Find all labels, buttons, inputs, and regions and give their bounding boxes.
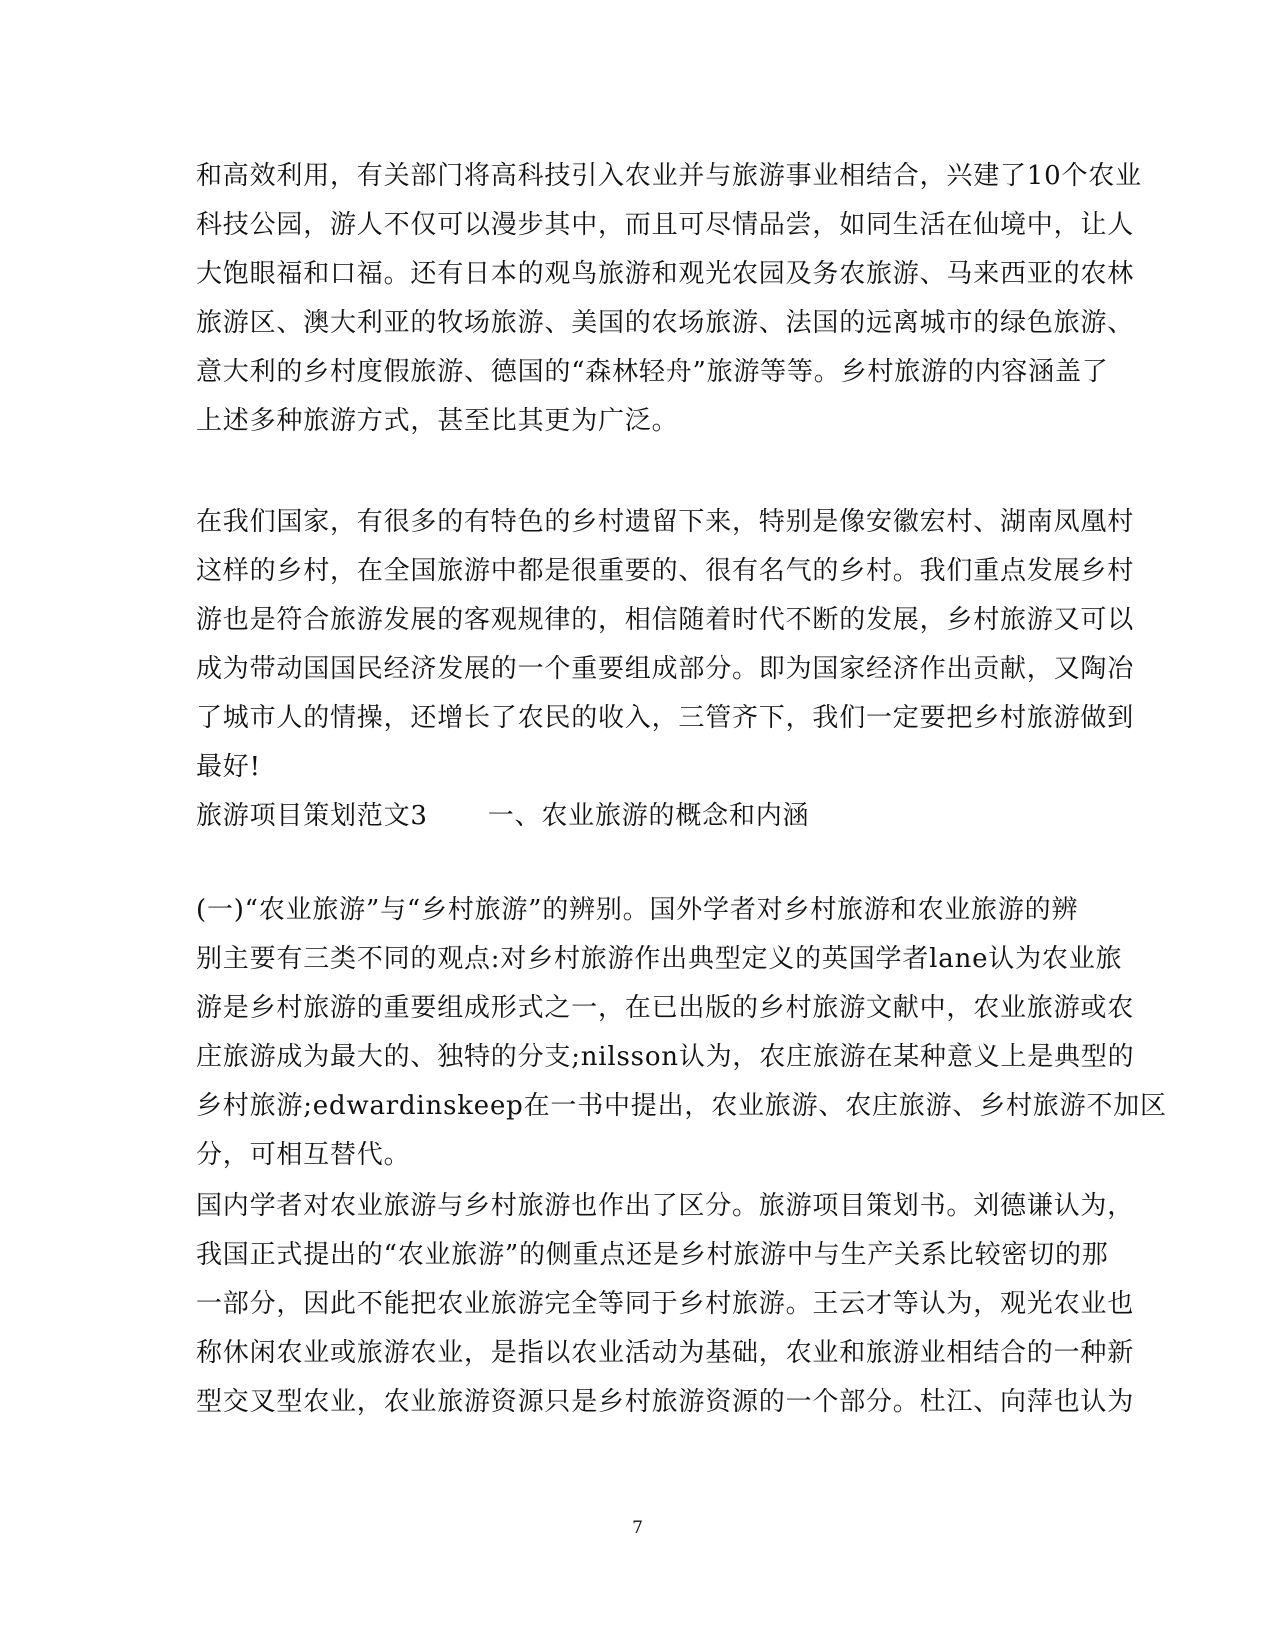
text-line: 乡村旅游;edwardinskeep在一书中提出，农业旅游、农庄旅游、乡村旅游不加区 bbox=[196, 1091, 1167, 1121]
text-line: 庄旅游成为最大的、独特的分支;nilsson认为，农庄旅游在某种意义上是典型的 bbox=[196, 1042, 1135, 1072]
text-line: 和高效利用，有关部门将高科技引入农业并与旅游事业相结合，兴建了10个农业 bbox=[196, 161, 1142, 191]
text-line: 上述多种旅游方式，甚至比其更为广泛。 bbox=[196, 406, 679, 436]
text-line: 这样的乡村，在全国旅游中都是很重要的、很有名气的乡村。我们重点发展乡村 bbox=[196, 556, 1135, 586]
section-heading bbox=[196, 792, 1076, 841]
paragraph-definitions-domestic bbox=[196, 1182, 1135, 1427]
text-line: 国内学者对农业旅游与乡村旅游也作出了区分。旅游项目策划书。刘德谦认为， bbox=[196, 1191, 1135, 1221]
text-line: 了城市人的情操，还增长了农民的收入，三管齐下，我们一定要把乡村旅游做到 bbox=[196, 703, 1135, 733]
heading-title: 旅游项目策划范文3 bbox=[196, 801, 428, 831]
heading-subtitle: 一、农业旅游的概念和内涵 bbox=[487, 801, 810, 831]
page-number: 7 bbox=[632, 1518, 643, 1538]
text-line: 在我们国家，有很多的有特色的乡村遗留下来，特别是像安徽宏村、湖南凤凰村 bbox=[196, 507, 1135, 537]
text-line: 分，可相互替代。 bbox=[196, 1140, 411, 1170]
text-line: 意大利的乡村度假旅游、德国的“森林轻舟”旅游等等。乡村旅游的内容涵盖了 bbox=[196, 357, 1109, 387]
paragraph-agri-tech-parks bbox=[196, 152, 1142, 446]
text-line: 成为带动国国民经济发展的一个重要组成部分。即为国家经济作出贡献，又陶冶 bbox=[196, 654, 1135, 684]
text-line: 游也是符合旅游发展的客观规律的，相信随着时代不断的发展，乡村旅游又可以 bbox=[196, 605, 1135, 635]
paragraph-definitions-abroad bbox=[196, 886, 1167, 1180]
text-line: 科技公园，游人不仅可以漫步其中，而且可尽情品尝，如同生活在仙境中，让人 bbox=[196, 210, 1135, 240]
paragraph-domestic-villages bbox=[196, 498, 1135, 841]
text-line: 最好! bbox=[196, 752, 261, 782]
text-line: 称休闲农业或旅游农业，是指以农业活动为基础，农业和旅游业相结合的一种新 bbox=[196, 1338, 1135, 1368]
text-line: 大饱眼福和口福。还有日本的观鸟旅游和观光农园及务农旅游、马来西亚的农林 bbox=[196, 259, 1135, 289]
text-line: (一)“农业旅游”与“乡村旅游”的辨别。国外学者对乡村旅游和农业旅游的辨 bbox=[196, 895, 1079, 925]
text-line: 旅游区、澳大利亚的牧场旅游、美国的农场旅游、法国的远离城市的绿色旅游、 bbox=[196, 308, 1135, 338]
text-line: 一部分，因此不能把农业旅游完全等同于乡村旅游。王云才等认为，观光农业也 bbox=[196, 1289, 1135, 1319]
text-line: 游是乡村旅游的重要组成形式之一，在已出版的乡村旅游文献中，农业旅游或农 bbox=[196, 993, 1135, 1023]
text-line: 别主要有三类不同的观点:对乡村旅游作出典型定义的英国学者lane认为农业旅 bbox=[196, 944, 1123, 974]
text-line: 型交叉型农业，农业旅游资源只是乡村旅游资源的一个部分。杜江、向萍也认为 bbox=[196, 1387, 1135, 1417]
text-line: 我国正式提出的“农业旅游”的侧重点还是乡村旅游中与生产关系比较密切的那 bbox=[196, 1240, 1109, 1270]
